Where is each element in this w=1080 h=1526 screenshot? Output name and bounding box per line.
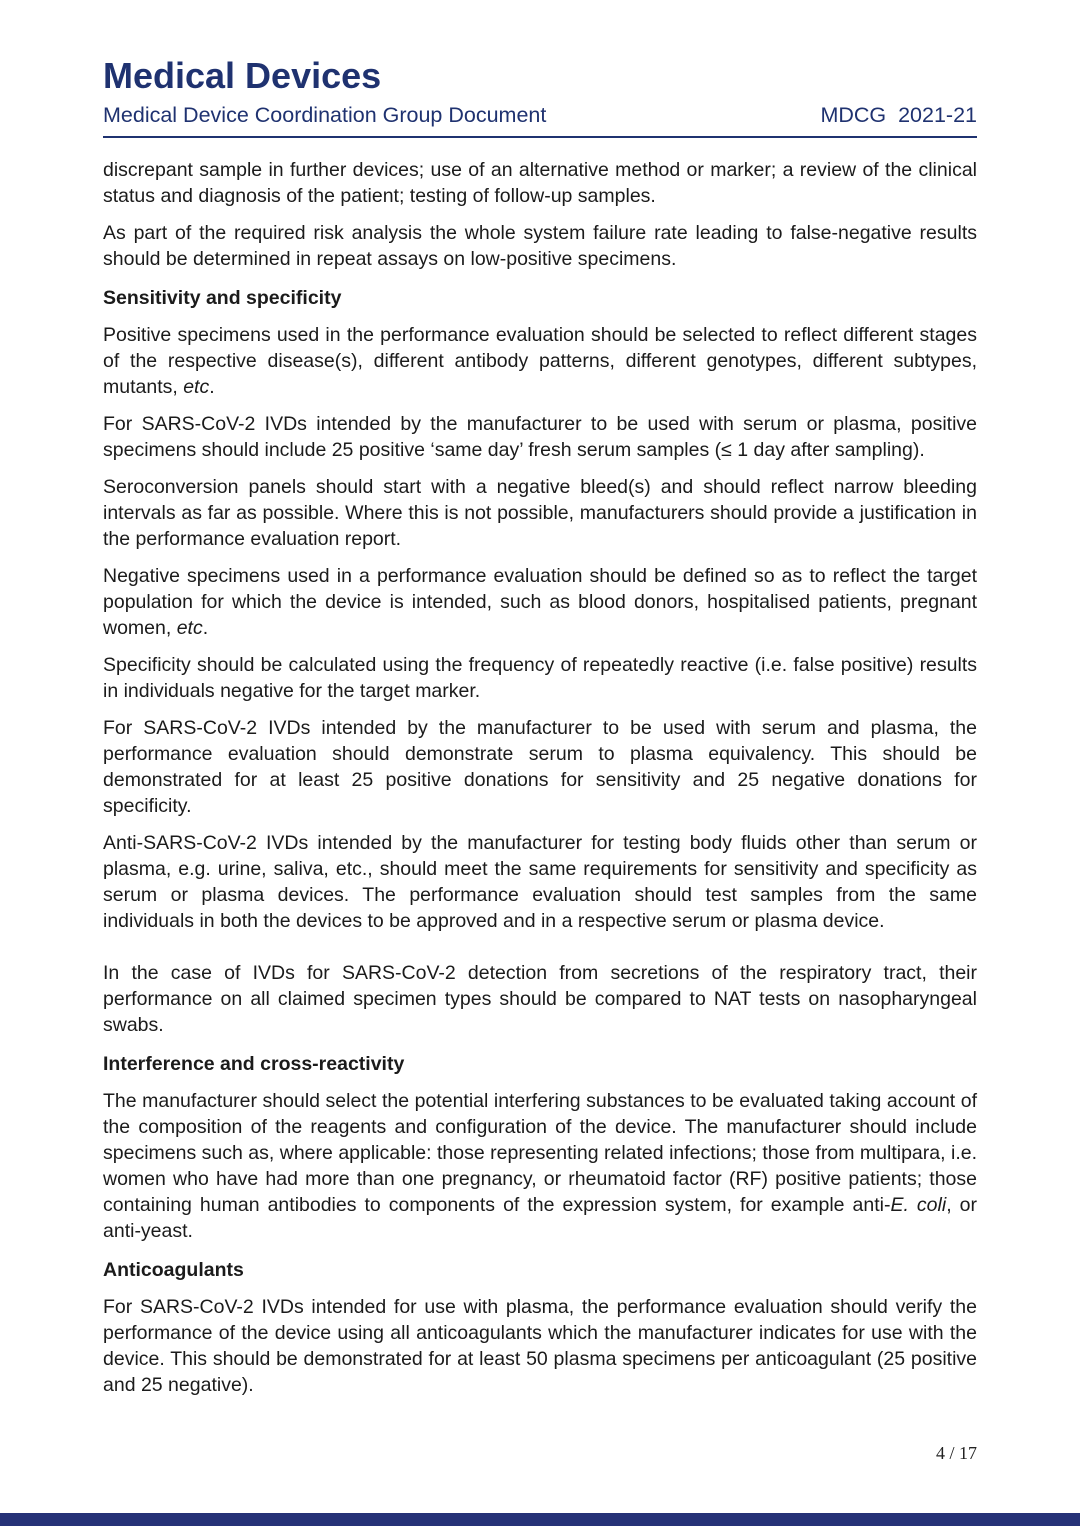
- section-heading: Sensitivity and specificity: [103, 286, 342, 309]
- paragraph: Seroconversion panels should start with a negative bleed(s) and should reflect narrow bleeding intervals as far as possible. Where this is not possible, manufacturers should provide a justification in the performance evaluation report.: [103, 475, 977, 550]
- paragraph: Anti-SARS-CoV-2 IVDs intended by the manufacturer for testing body fluids other than serum or plasma, e.g. urine, saliva, etc., should meet the same requirements for sensitivity and specificity as serum or plasma devices. The performance evaluation should test samples from the same individuals in both the devices to be approved and in a respective serum or plasma device.: [103, 831, 977, 932]
- paragraph: Positive specimens used in the performance evaluation should be selected to reflect different stages of the respective disease(s), different antibody patterns, different genotypes, different subtypes, mutants, etc.: [103, 323, 977, 398]
- section-heading: Interference and cross-reactivity: [103, 1052, 405, 1075]
- bottom-accent-bar: [0, 1513, 1080, 1526]
- paragraph: The manufacturer should select the potential interfering substances to be evaluated taking account of the composition of the reagents and configuration of the device. The manufacturer should include specimens such as, where applicable: those representing related infections; those from multipara, i.e. women who have had more than one pregnancy, or rheumatoid factor (RF) positive patients; those containing human antibodies to components of the expression system, for example anti-E. coli, or anti-yeast.: [103, 1089, 977, 1242]
- paragraph: For SARS-CoV-2 IVDs intended for use with plasma, the performance evaluation should verify the performance of the device using all anticoagulants which the manufacturer indicates for use with the device. This should be demonstrated for at least 50 plasma specimens per anticoagulant (25 positive and 25 negative).: [103, 1295, 977, 1396]
- paragraph: Specificity should be calculated using the frequency of repeatedly reactive (i.e. false positive) results in individuals negative for the target marker.: [103, 653, 977, 702]
- paragraph: discrepant sample in further devices; use of an alternative method or marker; a review of the clinical status and diagnosis of the patient; testing of follow-up samples.: [103, 158, 977, 207]
- document-number: MDCG 2021-21: [820, 102, 977, 127]
- document-header-row: [103, 103, 977, 138]
- document-header: [0, 0, 1080, 138]
- page-footer: [936, 1443, 977, 1464]
- document-title: Medical Devices: [103, 55, 382, 96]
- paragraph: In the case of IVDs for SARS-CoV-2 detection from secretions of the respiratory tract, their performance on all claimed specimen types should be compared to NAT tests on nasopharyngeal swabs.: [103, 961, 977, 1036]
- paragraph: As part of the required risk analysis the whole system failure rate leading to false-negative results should be determined in repeat assays on low-positive specimens.: [103, 221, 977, 270]
- page-number: 4 / 17: [935, 1443, 977, 1463]
- document-subtitle: Medical Device Coordination Group Document: [103, 102, 547, 127]
- document-body: [0, 138, 1080, 1398]
- section-heading: Anticoagulants: [103, 1258, 244, 1281]
- paragraph: Negative specimens used in a performance evaluation should be defined so as to reflect the target population for which the device is intended, such as blood donors, hospitalised patients, pregnant women, etc.: [103, 564, 977, 639]
- paragraph: For SARS-CoV-2 IVDs intended by the manufacturer to be used with serum or plasma, positive specimens should include 25 positive ‘same day’ fresh serum samples (≤ 1 day after sampling).: [103, 412, 977, 461]
- paragraph: For SARS-CoV-2 IVDs intended by the manufacturer to be used with serum and plasma, the performance evaluation should demonstrate serum to plasma equivalency. This should be demonstrated for at least 25 positive donations for sensitivity and 25 negative donations for specificity.: [103, 716, 977, 817]
